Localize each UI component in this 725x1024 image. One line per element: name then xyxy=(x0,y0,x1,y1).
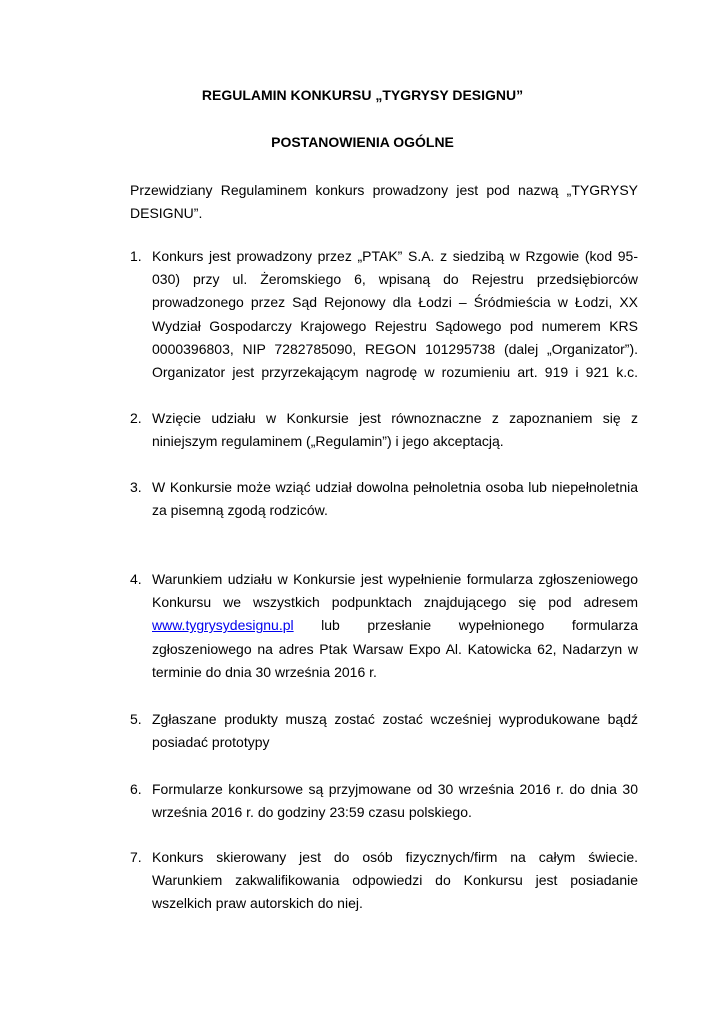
list-item xyxy=(130,778,638,824)
list-item-number: 1. xyxy=(130,248,142,264)
list-item-text-before: Warunkiem udziału w Konkursie jest wypełnienie formularza zgłoszeniowego Konkursu we wszystkich podpunktach znajdującego się pod adresem xyxy=(152,571,638,611)
list-item xyxy=(130,708,638,754)
list-item-text: Konkurs jest prowadzony przez „PTAK” S.A. z siedzibą w Rzgowie (kod 95-030) przy ul. Żeromskiego 6, wpisaną do Rejestru przedsiębiorców prowadzonego przez Sąd Rejonowy dla Łodzi – Śródmieścia w Łodzi, XX Wydział Gospodarczy Krajowego Rejestru Sądowego pod numerem KRS 0000396803, NIP 7282785090, REGON 101295738 (dalej „Organizator”). Organizator jest przyrzekającym nagrodę w rozumieniu art. 919 i 921 k.c. xyxy=(152,248,638,381)
list-item xyxy=(130,568,638,684)
list-item-text: Wzięcie udziału w Konkursie jest równoznaczne z zapoznaniem się z niniejszym regulaminem („Regulamin”) i jego akceptacją. xyxy=(152,410,638,450)
list-item xyxy=(130,407,638,453)
list-item-text: Zgłaszane produkty muszą zostać zostać wcześniej wyprodukowane bądź posiadać prototypy xyxy=(152,711,638,751)
intro-paragraph: Przewidziany Regulaminem konkurs prowadzony jest pod nazwą „TYGRYSY DESIGNU”. xyxy=(130,182,638,221)
list-item-number: 5. xyxy=(130,711,142,727)
list-item xyxy=(130,245,638,384)
list-item xyxy=(130,476,638,522)
document-title: REGULAMIN KONKURSU „TYGRYSY DESIGNU” xyxy=(201,87,524,103)
list-item-text: W Konkursie może wziąć udział dowolna pełnoletnia osoba lub niepełnoletnia za pisemną zgodą rodziców. xyxy=(152,479,638,519)
list-item xyxy=(130,846,638,916)
list-item-number: 4. xyxy=(130,571,142,587)
list-item-number: 3. xyxy=(130,479,142,495)
list-item-text: Formularze konkursowe są przyjmowane od 30 września 2016 r. do dnia 30 września 2016 r. do godziny 23:59 czasu polskiego. xyxy=(152,781,638,821)
list-item-text: Konkurs skierowany jest do osób fizycznych/firm na całym świecie. Warunkiem zakwalifikowania odpowiedzi do Konkursu jest posiadanie wszelkich praw autorskich do niej. xyxy=(152,849,638,912)
website-link[interactable]: www.tygrysydesignu.pl xyxy=(152,617,294,634)
section-heading: POSTANOWIENIA OGÓLNE xyxy=(271,134,454,150)
list-item-text xyxy=(152,568,638,684)
list-item-text-after: lub przesłanie wypełnionego formularza zgłoszeniowego na adres Ptak Warsaw Expo Al. Katowicka 62, Nadarzyn w terminie do dnia 30 września 2016 r. xyxy=(152,617,638,680)
list-item-number: 6. xyxy=(130,781,142,797)
list-item-number: 7. xyxy=(130,849,142,865)
list-item-number: 2. xyxy=(130,410,142,426)
